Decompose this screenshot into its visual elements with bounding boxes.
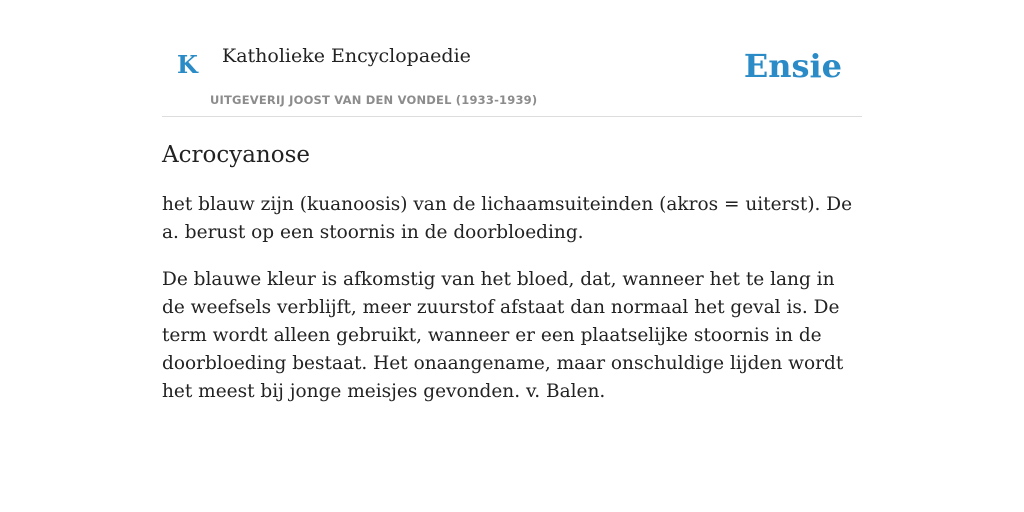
article-title: Acrocyanose	[162, 142, 310, 168]
article-body	[162, 191, 862, 406]
brand-logo[interactable]: Ensie	[743, 47, 842, 85]
encyclopedia-title[interactable]: Katholieke Encyclopaedie	[222, 45, 471, 67]
encyclopedia-logo[interactable]: K	[177, 50, 198, 79]
article-paragraph: De blauwe kleur is afkomstig van het bloed, dat, wanneer het te lang in de weefsels verblijft, meer zuurstof afstaat dan normaal het geval is. De term wordt alleen gebruikt, wanneer er een plaatselijke stoornis in de doorbloeding bestaat. Het onaangename, maar onschuldige lijden wordt het meest bij jonge meisjes gevonden. v. Balen.	[162, 268, 844, 402]
header	[162, 0, 862, 117]
publisher-label: UITGEVERIJ JOOST VAN DEN VONDEL (1933-1939)	[210, 93, 538, 107]
page	[162, 0, 862, 425]
article-paragraph: het blauw zijn (kuanoosis) van de lichaamsuiteinden (akros = uiterst). De a. berust op een stoornis in de doorbloeding.	[162, 193, 853, 243]
